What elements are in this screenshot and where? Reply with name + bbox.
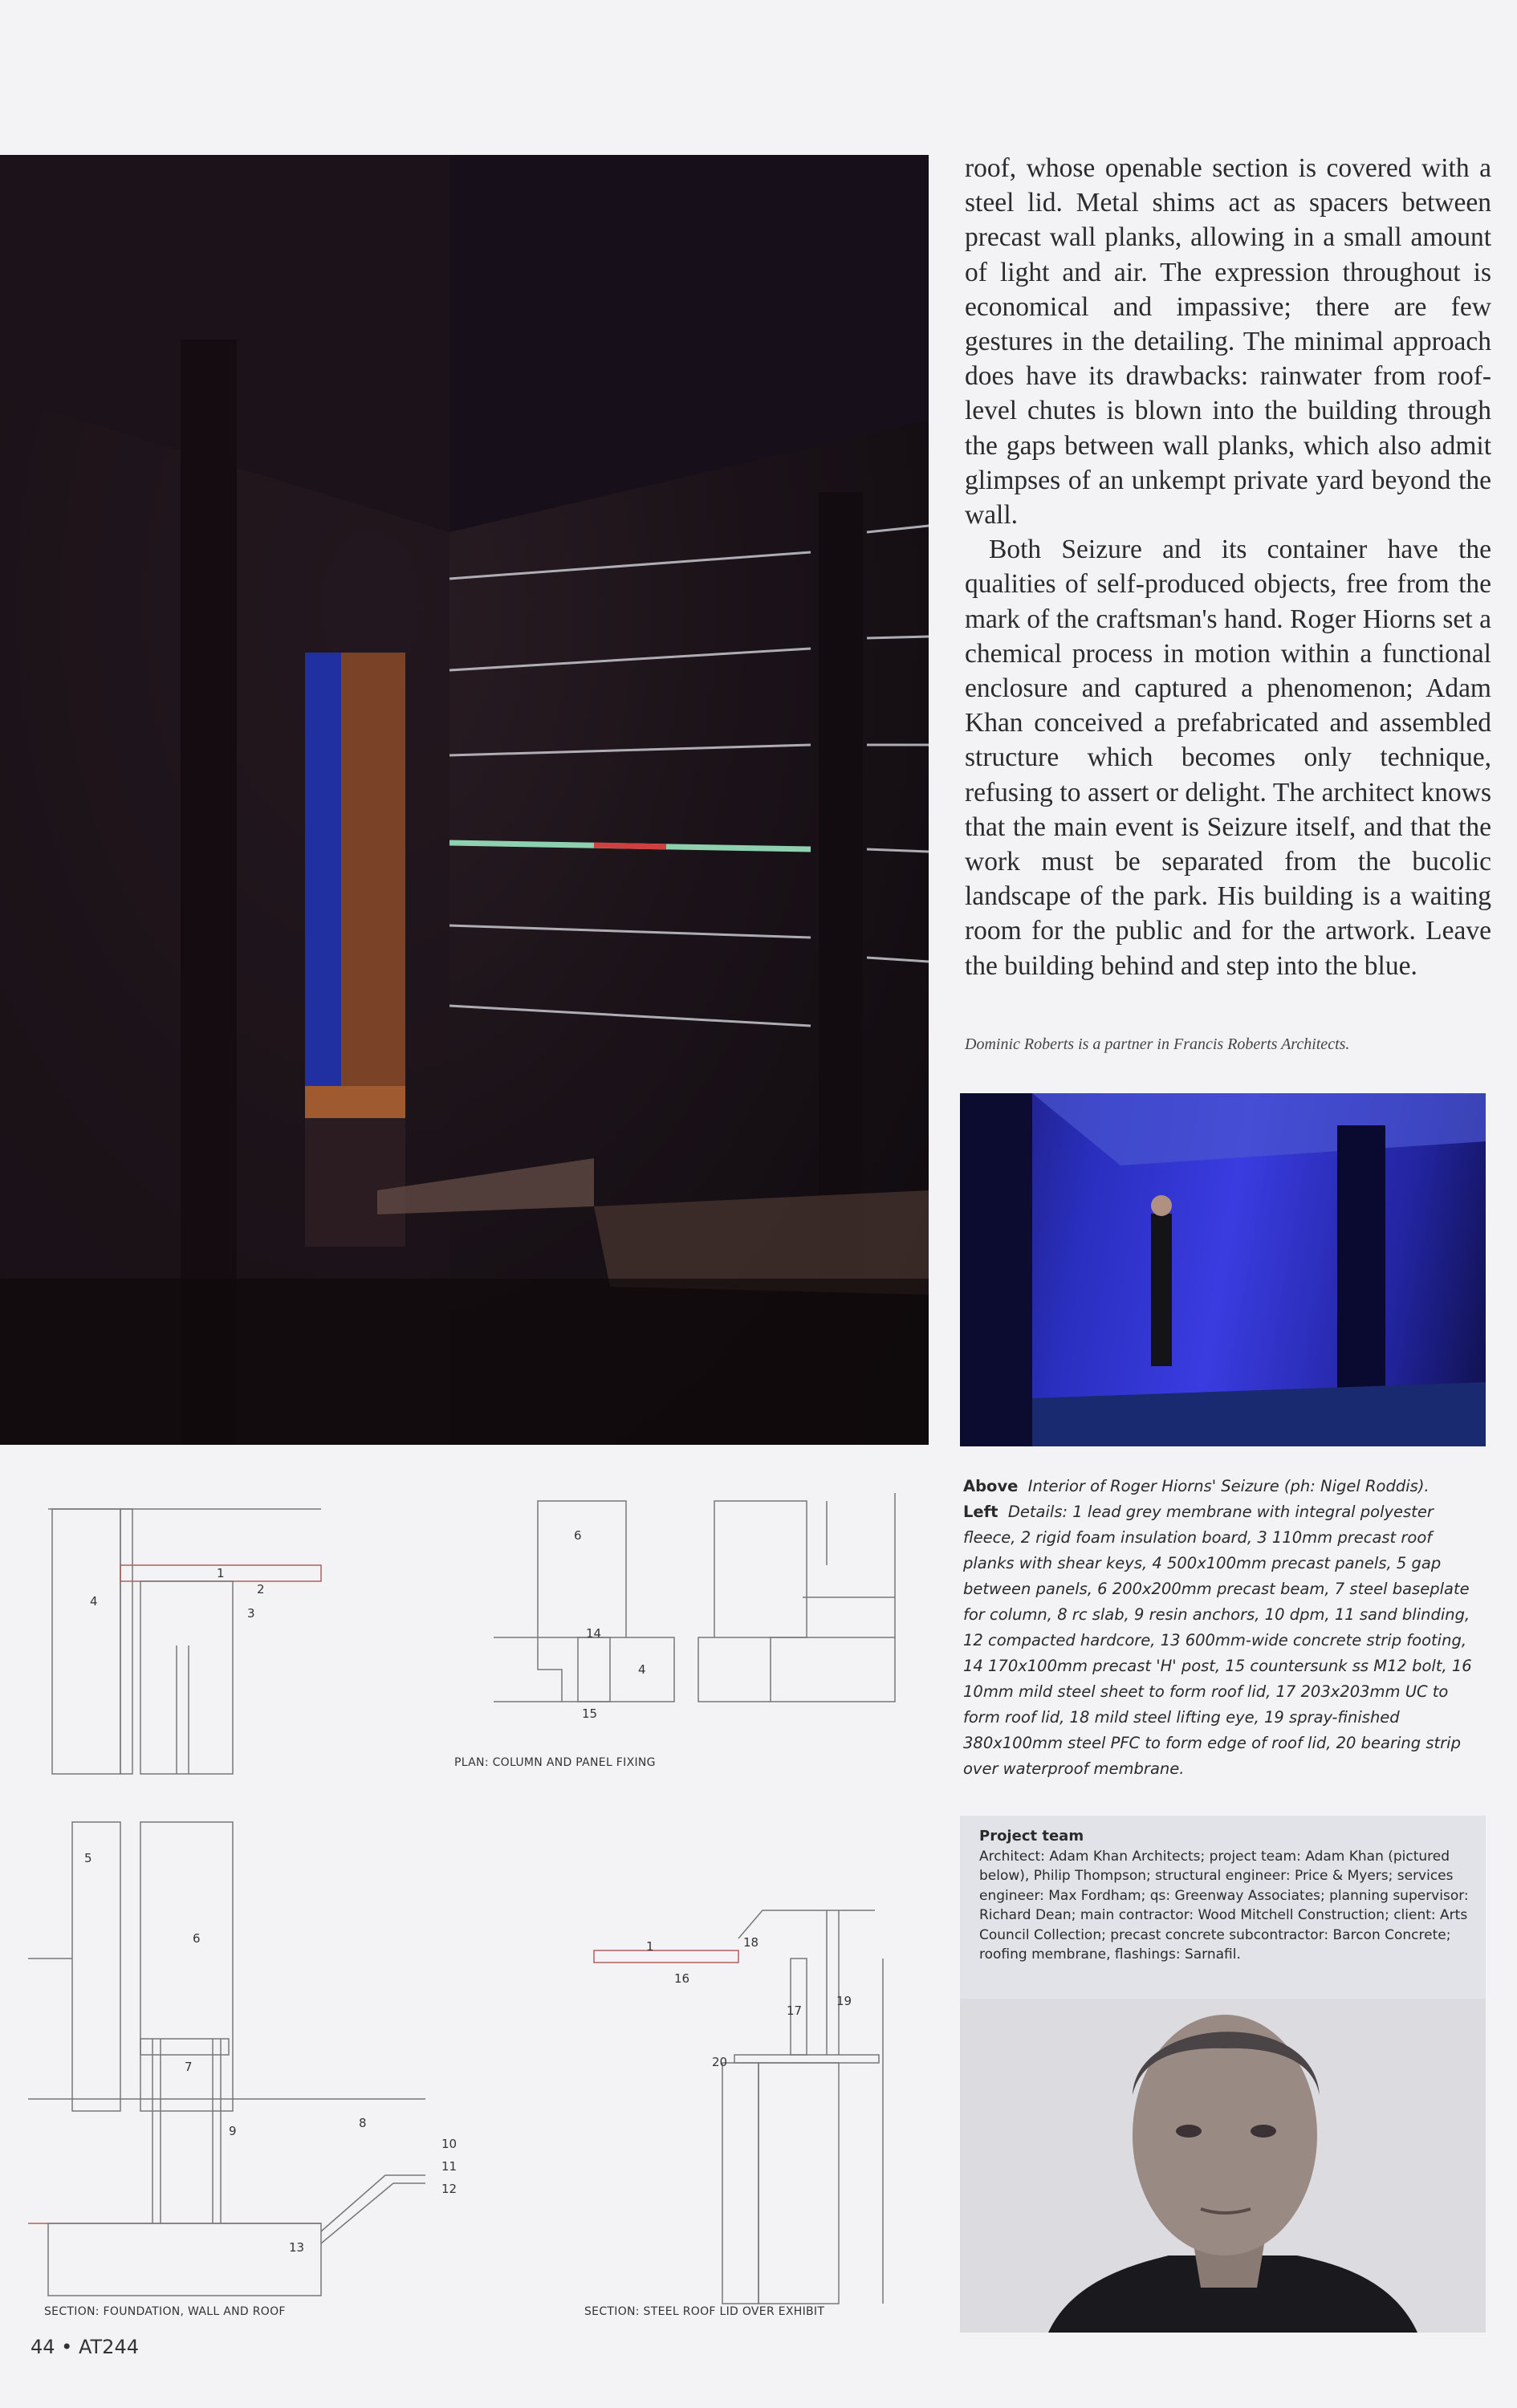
- detail-label: 8: [359, 2116, 367, 2130]
- interior-photo: [0, 155, 929, 1445]
- article-paragraph: Both Seizure and its container have the qualities of self-produced objects, free from the mark of the craftsman's hand. Roger Hiorns set a chemical process in motion within a functional enclosure and captured a phenomenon; Adam Khan conceived a prefabricated and assembled structure which becomes only technique, refusing to assert or delight. The architect knows that the main event is Seizure itself, and that the work must be separated from the bucolic landscape of the park. His building is a waiting room for the public and for the artwork. Leave the building behind and step into the blue.: [965, 535, 1491, 981]
- seizure-photo-illustration: [960, 1093, 1486, 1446]
- detail-label: 16: [674, 1971, 690, 1986]
- interior-photo-illustration: [0, 155, 929, 1445]
- caption-left-label: Left: [963, 1503, 998, 1521]
- detail-label: 20: [712, 2055, 728, 2069]
- caption-above-label: Above: [963, 1477, 1019, 1495]
- caption-left-text: Details: 1 lead grey membrane with integral polyester fleece, 2 rigid foam insulation board, 3 110mm precast roof planks with shear keys, 4 500x100mm precast panels, 5 gap between panels, 6 200x200mm precast beam, 7 steel baseplate for column, 8 rc slab, 9 resin anchors, 10 dpm, 11 sand blinding, 12 compacted hardcore, 13 600mm-wide concrete strip footing, 14 170x100mm precast 'H' post, 15 countersunk ss M12 bolt, 16 10mm mild steel sheet to form roof lid, 17 203x203mm UC to form roof lid, 18 mild steel lifting eye, 19 spray-finished 380x100mm steel PFC to form edge of roof lid, 20 bearing strip over waterproof membrane.: [963, 1503, 1472, 1778]
- detail-label: 1: [217, 1566, 225, 1580]
- detail-label: 19: [836, 1994, 852, 2008]
- detail-label: 13: [289, 2240, 305, 2255]
- page-folio: 44 • AT244: [31, 2336, 139, 2358]
- detail-label: 14: [586, 1626, 602, 1641]
- detail-label: 15: [582, 1706, 598, 1721]
- detail-label: 1: [646, 1939, 654, 1954]
- figure-caption: [963, 1474, 1485, 1782]
- construction-details-drawing: [0, 1477, 923, 2320]
- section2-drawing-title: SECTION: STEEL ROOF LID OVER EXHIBIT: [584, 2305, 825, 2318]
- detail-label: 10: [441, 2137, 458, 2151]
- seizure-photo: [960, 1093, 1486, 1446]
- detail-label: 3: [247, 1606, 255, 1621]
- architect-portrait: [960, 1999, 1486, 2333]
- author-credit: Dominic Roberts is a partner in Francis Roberts Architects.: [965, 1035, 1350, 1053]
- detail-label: 7: [185, 2060, 193, 2074]
- detail-label: 17: [787, 2003, 803, 2018]
- project-team-text: Architect: Adam Khan Architects; project team: Adam Khan (pictured below), Philip Thompson; structural engineer: Price & Myers; services engineer: Max Fordham; qs: Greenway Associates; planning supervisor: Richard Dean; main contractor: Wood Mitchell Construction; client: Arts Council Collection; precast concrete subcontractor: Barcon Concrete; roofing membrane, flashings: Sarnafil.: [979, 1848, 1469, 1963]
- detail-label: 4: [90, 1594, 98, 1609]
- article-paragraph: roof, whose openable section is covered with a steel lid. Metal shims act as spacers between precast wall planks, allowing in a small amount of light and air. The expression throughout is economical and impassive; there are few gestures in the detailing. The minimal approach does have its drawbacks: rainwater from roof-level chutes is blown into the building through the gaps between wall planks, which also admit glimpses of an unkempt private yard beyond the wall.: [965, 153, 1491, 531]
- article-body: [965, 151, 1491, 983]
- detail-label: 6: [574, 1528, 582, 1543]
- project-team-box: [960, 1816, 1486, 2333]
- detail-label: 18: [743, 1935, 759, 1950]
- caption-above-text: Interior of Roger Hiorns' Seizure (ph: Nigel Roddis).: [1027, 1477, 1430, 1495]
- detail-label: 12: [441, 2182, 458, 2196]
- detail-label: 2: [257, 1582, 265, 1597]
- detail-label: 6: [193, 1931, 201, 1946]
- detail-label: 11: [441, 2159, 458, 2174]
- detail-label: 4: [638, 1662, 646, 1677]
- detail-label: 5: [84, 1851, 92, 1865]
- project-team-title: Project team: [979, 1828, 1084, 1845]
- detail-label: 9: [229, 2124, 237, 2138]
- section1-drawing-title: SECTION: FOUNDATION, WALL AND ROOF: [44, 2305, 286, 2318]
- plan-drawing-title: PLAN: COLUMN AND PANEL FIXING: [454, 1756, 656, 1769]
